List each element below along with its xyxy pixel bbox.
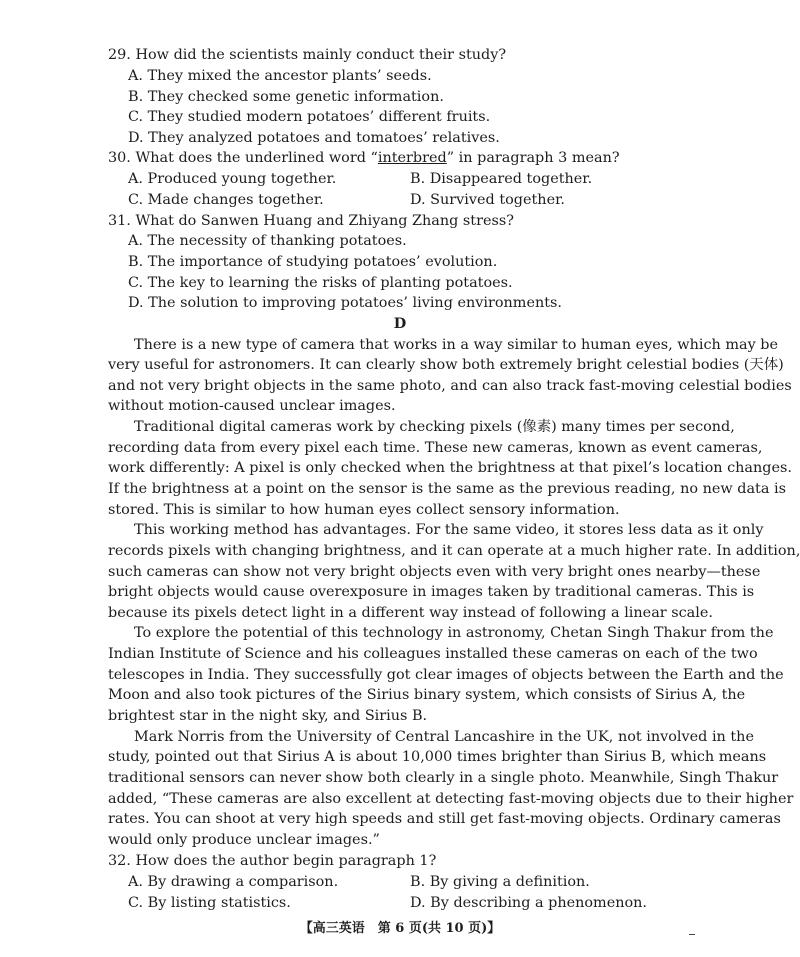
corner-mark (689, 934, 695, 935)
passage-line: rates. You can shoot at very high speeds and still get fast-moving objects. Ordinary cameras (108, 811, 781, 827)
q32-option-c: C. By listing statistics. (128, 895, 291, 911)
passage-line: telescopes in India. They successfully got clear images of objects between the Earth and the (108, 667, 784, 683)
q29-option-c: C. They studied modern potatoes’ different fruits. (128, 109, 491, 125)
passage-line: added, “These cameras are also excellent at detecting fast-moving objects due to their higher (108, 791, 794, 807)
q29-option-d: D. They analyzed potatoes and tomatoes’ relatives. (128, 130, 500, 146)
passage-line: traditional sensors can never show both clearly in a single photo. Meanwhile, Singh Thakur (108, 770, 779, 786)
passage-line: Moon and also took pictures of the Sirius binary system, which consists of Sirius A, the (108, 687, 746, 703)
q31-option-b: B. The importance of studying potatoes’ evolution. (128, 254, 498, 270)
q30-option-a: A. Produced young together. (128, 171, 337, 187)
q32-option-b: B. By giving a definition. (410, 874, 590, 890)
section-title: D (393, 315, 407, 332)
passage-line: because its pixels detect light in a different way instead of following a linear scale. (108, 605, 713, 621)
question-32-stem: 32. How does the author begin paragraph 1? (108, 853, 437, 869)
question-29-stem: 29. How did the scientists mainly conduct their study? (108, 47, 507, 63)
passage-line: bright objects would cause overexposure in images taken by traditional cameras. This is (108, 584, 755, 600)
passage-line: study, pointed out that Sirius A is about 10,000 times brighter than Sirius B, which means (108, 749, 767, 765)
q31-option-c: C. The key to learning the risks of planting potatoes. (128, 275, 513, 291)
passage-line: This working method has advantages. For the same video, it stores less data as it only (134, 522, 764, 538)
q32-option-a: A. By drawing a comparison. (128, 874, 339, 890)
passage-line: would only produce unclear images.” (108, 832, 380, 848)
q31-option-a: A. The necessity of thanking potatoes. (128, 233, 407, 249)
q30-option-c: C. Made changes together. (128, 192, 324, 208)
passage-line: stored. This is similar to how human eyes collect sensory information. (108, 502, 620, 518)
passage-line: work differently: A pixel is only checked when the brightness at that pixel’s location changes. (108, 460, 792, 476)
q29-option-b: B. They checked some genetic information. (128, 89, 444, 105)
q30-option-b: B. Disappeared together. (410, 171, 593, 187)
passage-line: recording data from every pixel each time. These new cameras, known as event cameras, (108, 440, 763, 456)
q30-option-d: D. Survived together. (410, 192, 565, 208)
passage-line: and not very bright objects in the same photo, and can also track fast-moving celestial bodies (108, 378, 792, 394)
q32-option-d: D. By describing a phenomenon. (410, 895, 647, 911)
passage-line: brightest star in the night sky, and Sirius B. (108, 708, 428, 724)
page-footer: 【高三英语 第 6 页(共 10 页)】 (299, 921, 501, 936)
passage-line: Traditional digital cameras work by checking pixels (像素) many times per second, (134, 419, 735, 435)
passage-line: Indian Institute of Science and his colleagues installed these cameras on each of the two (108, 646, 758, 662)
passage-line: There is a new type of camera that works in a way similar to human eyes, which may be (134, 337, 779, 353)
passage-line: Mark Norris from the University of Central Lancashire in the UK, not involved in the (134, 729, 754, 745)
passage-line: If the brightness at a point on the sensor is the same as the previous reading, no new data is (108, 481, 786, 497)
passage-line: such cameras can show not very bright objects even with very bright ones nearby—these (108, 564, 761, 580)
passage-line: records pixels with changing brightness, and it can operate at a much higher rate. In addition, (108, 543, 800, 559)
question-31-stem: 31. What do Sanwen Huang and Zhiyang Zhang stress? (108, 213, 514, 229)
passage-line: very useful for astronomers. It can clearly show both extremely bright celestial bodies (天体) (108, 357, 784, 373)
passage-line: without motion-caused unclear images. (108, 398, 396, 414)
q31-option-d: D. The solution to improving potatoes’ living environments. (128, 295, 562, 311)
q29-option-a: A. They mixed the ancestor plants’ seeds. (128, 68, 432, 84)
question-30-stem: 30. What does the underlined word “interbred” in paragraph 3 mean? (108, 150, 620, 166)
passage-line: To explore the potential of this technology in astronomy, Chetan Singh Thakur from the (134, 625, 774, 641)
